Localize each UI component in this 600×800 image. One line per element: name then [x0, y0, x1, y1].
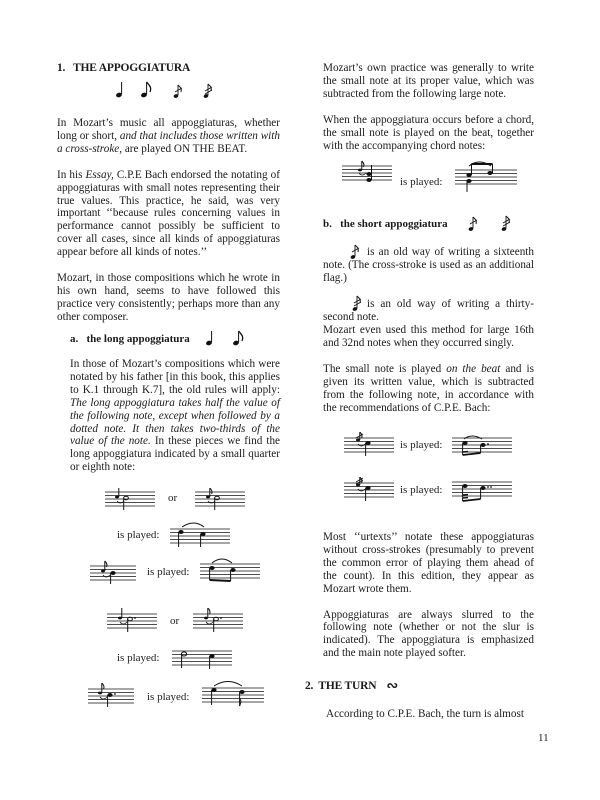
right-column-text-bottom [323, 531, 534, 660]
music-example-small-eighth-2 [90, 560, 136, 584]
right-column-text-top [323, 62, 534, 152]
page-number: 11 [538, 732, 549, 744]
paragraph-on-the-beat-written-value [323, 363, 534, 415]
section-heading-appoggiatura: 1. THE APPOGGIATURA [57, 62, 191, 74]
is-played-label: is played: [400, 176, 443, 188]
paragraph-mozart-practice: Mozart, in those compositions which he wrote in his own hand, seems to have followed this practice very consistently; perhaps more than any other composer. [57, 272, 280, 323]
music-example-short-32nd [344, 477, 394, 501]
music-example-small-eighth-dotted-2 [88, 683, 134, 707]
quarter-note-icon [115, 82, 122, 98]
is-played-label: is played: [117, 652, 160, 664]
music-example-small-eighth-dotted [193, 608, 243, 632]
music-example-result-2 [200, 556, 260, 582]
music-example-short-16th-result [452, 432, 512, 456]
music-example-short-16th [344, 432, 394, 456]
double-crossed-eighth-note-icon [203, 84, 212, 99]
music-example-result-1 [170, 521, 230, 547]
text-emphasis: and that includes those written with a cross-stroke, [57, 129, 280, 155]
paragraph-slurred: Appoggiaturas are always slurred to the following note (whether or not the slur is indicated). The appoggiatura is emphasized and the main note played softer. [323, 608, 534, 660]
is-played-label: is played: [147, 691, 190, 703]
paragraph-turn-intro: According to C.P.E. Bach, the turn is almost [326, 708, 524, 720]
paragraph-on-the-beat [57, 117, 280, 156]
music-example-small-eighth [195, 488, 245, 510]
text-emphasis: on the beat [446, 363, 501, 375]
short-appoggiatura-icons [466, 212, 516, 234]
paragraph-mozart-own-practice: Mozart’s own practice was generally to write the small note at its proper value, which was subtracted from the following large note. [323, 62, 534, 100]
subsection-a-heading-row [70, 333, 190, 345]
text-emphasis: The long appoggiatura takes half the value of the following note, except when followed by a dotted note. It then takes two-thirds of the value of the note. [70, 396, 280, 448]
left-column-text-long [70, 358, 280, 474]
is-played-label: is played: [117, 529, 160, 541]
paragraph-long-appoggiatura-rules [70, 358, 280, 474]
note-values-icons [115, 80, 225, 100]
text: are played ON THE BEAT. [122, 142, 248, 155]
music-example-small-quarter-dotted [107, 608, 157, 632]
text: In Mozart’s music all appoggiaturas, whether long or short, [57, 117, 280, 142]
double-crossed-eighth-note-icon [501, 216, 510, 232]
paragraph-thirty-second [323, 298, 534, 350]
crossed-eighth-note-icon [468, 217, 477, 232]
section2-heading-row [305, 680, 398, 692]
paragraph-urtexts: Most ‘‘urtexts’’ notate these appoggiaturas without cross-strokes (presumably to prevent the common error of playing them ahead of the count). In this edition, they appear as Mozart wrote them. [323, 531, 534, 595]
eighth-note-icon [140, 82, 150, 98]
long-appoggiatura-icons [205, 328, 255, 348]
is-played-label: is played: [400, 484, 443, 496]
section1-heading-row [57, 62, 190, 74]
is-played-label: is played: [147, 566, 190, 578]
music-example-short-32nd-result [452, 477, 512, 503]
crossed-eighth-note-icon [173, 85, 182, 99]
subsection-b-heading-row [323, 218, 448, 230]
music-example-result-4 [202, 679, 264, 707]
paragraph-large-notes: Mozart even used this method for large 16th and 32nd notes when they occurred singly. [323, 323, 534, 349]
music-example-chord-result [455, 160, 517, 192]
paragraph-essay [57, 169, 280, 259]
text: is an old way of writing a thirty-second note. [323, 298, 534, 323]
text: The small note is played [323, 363, 447, 375]
text: and is given its written value, which is subtracted from the following note, in accordance with the recommendations of C.P.E. Bach: [323, 363, 534, 414]
text: In those of Mozart’s compositions which were notated by his father [in this book, this applies to K.1 through K.7], the old rules will apply: [70, 358, 280, 396]
text-emphasis: Essay, [85, 168, 114, 181]
quarter-note-icon [205, 331, 212, 346]
text: C.P.E Bach endorsed the notating of appoggiaturas with small notes representing their true values. This practice, he said, was very important ‘‘because rules concerning values in performance cannot possibly be sufficient to cover all cases, since all kinds of appoggiaturas appear before all kinds of notes.’’ [57, 168, 280, 259]
music-example-chord [342, 160, 392, 184]
music-example-small-quarter [105, 488, 155, 510]
left-column-text-top [57, 117, 280, 324]
subsection-heading-short-appoggiatura: b. the short appoggiatura [323, 218, 448, 230]
paragraph-sixteenth [323, 246, 534, 285]
text: is an old way of writing a sixteenth note. (The cross-stroke is used as an additional flag.) [323, 246, 534, 284]
music-example-result-3 [172, 648, 232, 670]
eighth-note-icon [232, 331, 242, 346]
subsection-heading-long-appoggiatura: a. the long appoggiatura [70, 333, 190, 345]
or-label: or [170, 615, 180, 627]
text: In his [57, 168, 86, 181]
turn-ornament-icon: ∾ [386, 678, 399, 694]
is-played-label: is played: [400, 439, 443, 451]
or-label: or [168, 492, 178, 504]
paragraph-before-chord: When the appoggiatura occurs before a chord, the small note is played on the beat, together with the accompanying chord notes: [323, 113, 534, 152]
text: In these pieces we find the long appoggiatura indicated by a small quarter or eighth note: [70, 435, 281, 474]
section-heading-turn: 2. THE TURN [305, 680, 377, 692]
